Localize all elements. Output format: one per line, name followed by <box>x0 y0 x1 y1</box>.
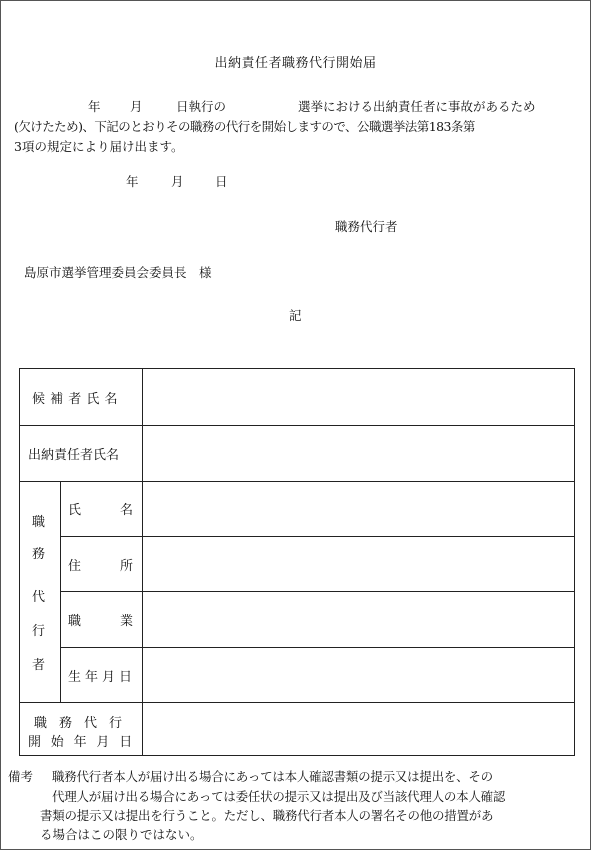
intro-year-label: 年 <box>88 99 101 114</box>
form-title: 出納責任者職務代行開始届 <box>214 56 377 71</box>
acting-group-char: 務 <box>32 547 46 562</box>
acting-birthdate-field[interactable] <box>143 648 575 702</box>
ki-heading: 記 <box>289 308 302 323</box>
acting-name-label-a: 氏 <box>68 503 82 518</box>
addressee: 島原市選挙管理委員会委員長 様 <box>24 265 212 280</box>
acting-birthdate-label: 生年月日 <box>68 670 137 685</box>
submit-month-label: 月 <box>171 174 184 189</box>
candidate-name-label: 候 補 者 氏 名 <box>32 392 119 407</box>
acting-person-label: 職務代行者 <box>335 219 398 234</box>
submit-day-label: 日 <box>215 174 228 189</box>
column-divider <box>60 481 61 702</box>
note-line1: 職務代行者本人が届け出る場合にあっては本人確認書類の提示又は提出を、その <box>52 769 493 784</box>
acting-address-label-a: 住 <box>68 559 82 574</box>
acting-occupation-label-a: 職 <box>68 614 82 629</box>
acting-group-char: 代 <box>32 590 46 605</box>
intro-month-label: 月 <box>130 99 143 114</box>
note-line2: 代理人が届け出る場合にあっては委任状の提示又は提出及び当該代理人の本人確認 <box>52 789 506 804</box>
form-table <box>19 368 575 756</box>
start-date-field[interactable] <box>143 703 575 755</box>
acting-address-label-b: 所 <box>120 559 134 574</box>
candidate-name-field[interactable] <box>143 369 575 425</box>
intro-day-label: 日執行の <box>176 99 227 114</box>
note-head: 備考 <box>8 769 34 784</box>
treasurer-name-label: 出納責任者氏名 <box>28 448 120 463</box>
start-date-label-line1: 職 務 代 行 <box>34 716 122 731</box>
acting-name-label-b: 名 <box>120 503 134 518</box>
acting-name-field[interactable] <box>143 482 575 536</box>
note-line4: る場合はこの限りではない。 <box>40 827 203 842</box>
intro-line2: (欠けたため)、下記のとおりその職務の代行を開始しますので、公職選挙法第183条第 <box>14 119 475 134</box>
acting-occupation-label-b: 業 <box>120 614 134 629</box>
acting-address-field[interactable] <box>143 537 575 591</box>
note-line3: 書類の提示又は提出を行うこと。ただし、職務代行者本人の署名その他の措置があ <box>40 808 494 823</box>
treasurer-name-field[interactable] <box>143 426 575 481</box>
acting-occupation-field[interactable] <box>143 592 575 647</box>
submit-year-label: 年 <box>126 174 139 189</box>
acting-group-char: 行 <box>32 624 46 639</box>
intro-line3: 3項の規定により届け出ます。 <box>14 139 184 154</box>
acting-group-char: 職 <box>32 515 46 530</box>
intro-line1-rest: 選挙における出納責任者に事故があるため <box>298 99 536 114</box>
acting-group-char: 者 <box>32 658 46 673</box>
start-date-label-line2: 開 始 年 月 日 <box>28 735 131 750</box>
